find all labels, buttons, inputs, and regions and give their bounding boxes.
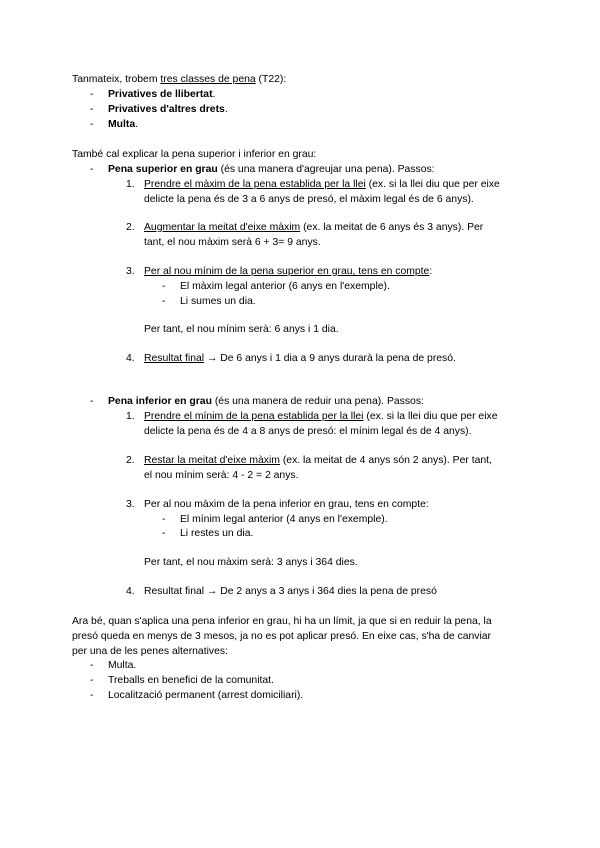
item-bold: Privatives de llibertat: [108, 89, 213, 100]
step-continuation: tant, el nou màxim serà 6 + 3= 9 anys.: [144, 237, 321, 248]
closing-line: Ara bé, quan s'aplica una pena inferior en grau, hi ha un límit, ja que si en reduir la pena, la: [72, 616, 492, 627]
step-rest: (ex. la meitat de 6 anys és 3 anys). Per: [300, 222, 484, 233]
step-rest: → De 6 anys i 1 dia a 9 anys durarà la pena de presó.: [204, 353, 456, 364]
step-continuation: el nou mínim serà: 4 - 2 = 2 anys.: [144, 470, 299, 481]
step-rest: (ex. si la llei diu que per eixe: [363, 411, 498, 422]
superior-step2: [144, 220, 483, 235]
superior-step1: [144, 177, 500, 192]
intro-prefix: Tanmateix, trobem: [72, 74, 161, 85]
list-item: [108, 102, 228, 117]
intro-line: [72, 72, 286, 87]
inferior-step1: [144, 409, 497, 424]
step-rest: (ex. la meitat de 4 anys són 2 anys). Per tant,: [279, 455, 492, 466]
sub-item: Li sumes un dia.: [180, 296, 256, 307]
step-underlined: Per al nou mínim de la pena superior en grau, tens en compte: [144, 266, 430, 277]
list-item: [108, 87, 215, 102]
list-dash: -: [90, 675, 94, 686]
inferior-title: Pena inferior en grau: [108, 396, 212, 407]
step-rest: (ex. si la llei diu que per eixe: [365, 179, 500, 190]
item-rest: .: [224, 104, 228, 115]
alternative-item: Treballs en benefici de la comunitat.: [108, 675, 274, 686]
step-continuation: delicte la pena és de 4 a 8 anys de presó: el mínim legal és de 4 anys).: [144, 426, 472, 437]
sub-item: El màxim legal anterior (6 anys en l'exemple).: [180, 281, 390, 292]
section-dash: -: [90, 396, 94, 407]
intro-suffix: (T22):: [255, 74, 287, 85]
step-number: 2.: [126, 222, 135, 233]
list-item: [108, 117, 138, 132]
inferior-step2: [144, 453, 492, 468]
step-underlined: Resultat final: [144, 353, 205, 364]
alternative-item: Localització permanent (arrest domiciliari).: [108, 690, 304, 701]
step-number: 4.: [126, 353, 135, 364]
superior-step3: [144, 264, 432, 279]
superior-conclusion: Per tant, el nou mínim serà: 6 anys i 1 dia.: [144, 324, 339, 335]
item-rest: .: [212, 89, 216, 100]
step-number: 3.: [126, 499, 135, 510]
sub-dash: -: [162, 296, 166, 307]
step-number: 4.: [126, 586, 135, 597]
list-dash: -: [90, 104, 94, 115]
step-number: 2.: [126, 455, 135, 466]
superior-title: Pena superior en grau: [108, 164, 218, 175]
sub-dash: -: [162, 528, 166, 539]
sub-item: El mínim legal anterior (4 anys en l'exemple).: [180, 514, 388, 525]
superior-step4: [144, 351, 456, 366]
inferior-heading: [108, 394, 424, 409]
closing-line: per una de les penes alternatives:: [72, 646, 228, 657]
sub-item: Li restes un dia.: [180, 528, 254, 539]
sub-dash: -: [162, 514, 166, 525]
step-number: 1.: [126, 411, 135, 422]
list-dash: -: [90, 119, 94, 130]
step-underlined: Restar la meitat d'eixe màxim: [144, 455, 280, 466]
section-dash: -: [90, 164, 94, 175]
step-number: 1.: [126, 179, 135, 190]
alternative-item: Multa.: [108, 660, 137, 671]
inferior-step3: Per al nou màxim de la pena inferior en grau, tens en compte:: [144, 499, 429, 510]
classes-link: tres classes de pena: [160, 74, 256, 85]
list-dash: -: [90, 690, 94, 701]
item-bold: Multa: [108, 119, 136, 130]
step-number: 3.: [126, 266, 135, 277]
step-underlined: Augmentar la meitat d'eixe màxim: [144, 222, 301, 233]
step-underlined: Prendre el màxim de la pena establida per la llei: [144, 179, 366, 190]
item-bold: Privatives d'altres drets: [108, 104, 225, 115]
step-rest: :: [429, 266, 433, 277]
step-continuation: delicte la pena és de 3 a 6 anys de presó, el màxim legal és de 6 anys).: [144, 194, 474, 205]
explain-paragraph: També cal explicar la pena superior i inferior en grau:: [72, 149, 317, 160]
list-dash: -: [90, 89, 94, 100]
superior-heading: [108, 162, 435, 177]
inferior-conclusion: Per tant, el nou màxim serà: 3 anys i 364 dies.: [144, 557, 358, 568]
list-dash: -: [90, 660, 94, 671]
step-underlined: Prendre el mínim de la pena establida per la llei: [144, 411, 364, 422]
inferior-desc: (és una manera de reduir una pena). Passos:: [211, 396, 424, 407]
item-rest: .: [135, 119, 139, 130]
sub-dash: -: [162, 281, 166, 292]
superior-desc: (és una manera d'agreujar una pena). Passos:: [217, 164, 435, 175]
closing-line: presó queda en menys de 3 mesos, ja no es pot aplicar presó. En eixe cas, s'ha de canviar: [72, 631, 492, 642]
inferior-step4: Resultat final → De 2 anys a 3 anys i 364 dies la pena de presó: [144, 586, 437, 597]
